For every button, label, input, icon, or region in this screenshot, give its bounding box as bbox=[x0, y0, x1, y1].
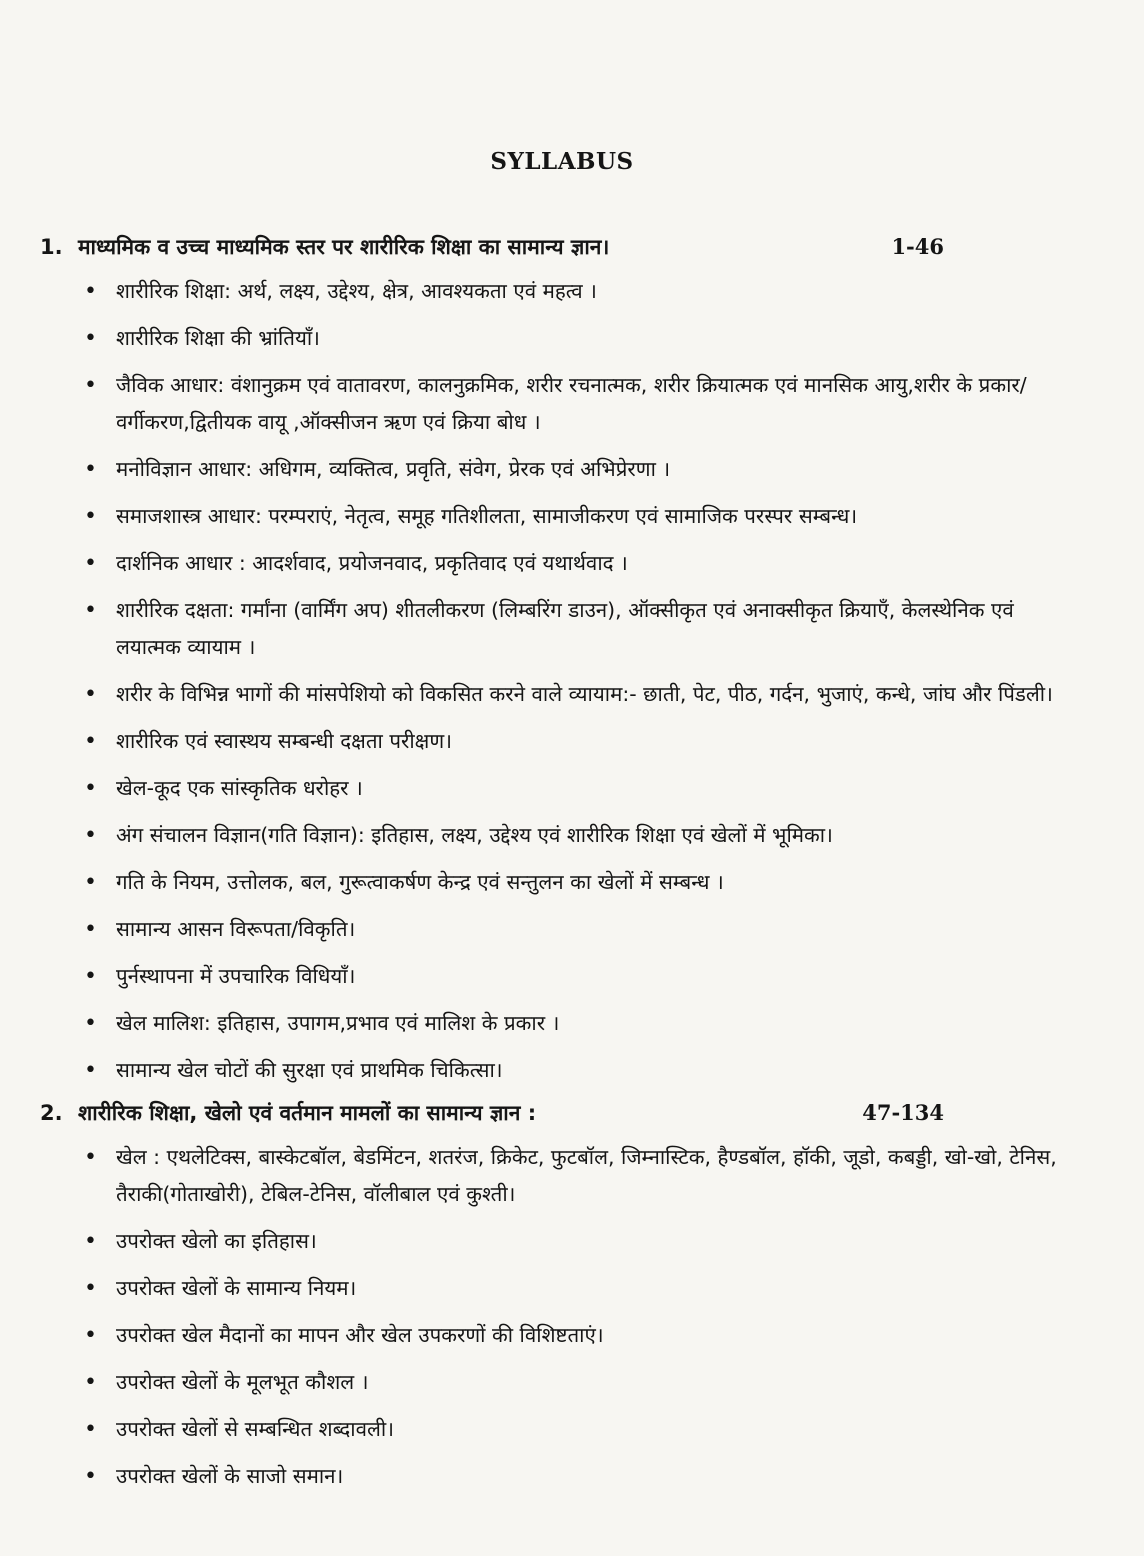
list-item: • उपरोक्त खेलो का इतिहास। bbox=[40, 1223, 1064, 1260]
bullet-icon: • bbox=[84, 1276, 97, 1301]
bullet-icon: • bbox=[84, 457, 97, 482]
list-item: • खेल मालिश: इतिहास, उपागम,प्रभाव एवं मालिश के प्रकार । bbox=[40, 1005, 1064, 1042]
section-title: शारीरिक शिक्षा, खेलो एवं वर्तमान मामलों का सामान्य ज्ञान : bbox=[78, 1101, 537, 1125]
list-item: • गति के नियम, उत्तोलक, बल, गुरूत्वाकर्षण केन्द्र एवं सन्तुलन का खेलों में सम्बन्ध । bbox=[40, 864, 1064, 901]
bullet-icon: • bbox=[84, 326, 97, 351]
list-item: • उपरोक्त खेलों के साजो समान। bbox=[40, 1458, 1064, 1495]
bullet-icon: • bbox=[84, 1323, 97, 1348]
list-item: • शारीरिक शिक्षा: अर्थ, लक्ष्य, उद्देश्य, क्षेत्र, आवश्यकता एवं महत्व । bbox=[40, 273, 1064, 310]
bullet-icon: • bbox=[84, 1464, 97, 1489]
section-number: 2. bbox=[40, 1101, 63, 1125]
section-page-range: 47-134 bbox=[862, 1100, 944, 1125]
list-item: • शरीर के विभिन्न भागों की मांसपेशियो को विकसित करने वाले व्यायाम:- छाती, पेट, पीठ, गर्दन, भुजाएं, कन्धे, जांघ और पिंडली। bbox=[40, 676, 1064, 713]
bullet-icon: • bbox=[84, 1058, 97, 1083]
section-page-range: 1-46 bbox=[891, 234, 944, 259]
section-title: माध्यमिक व उच्च माध्यमिक स्तर पर शारीरिक शिक्षा का सामान्य ज्ञान। bbox=[78, 235, 610, 259]
section-heading bbox=[40, 1097, 1064, 1129]
bullet-icon: • bbox=[84, 551, 97, 576]
bullet-icon: • bbox=[84, 1145, 97, 1170]
section-item-list bbox=[40, 1139, 1064, 1495]
list-item: • खेल : एथलेटिक्स, बास्केटबॉल, बेडमिंटन, शतरंज, क्रिकेट, फुटबॉल, जिम्नास्टिक, हैण्डबॉल, हॉकी, जूडो, कबड्डी, खो-खो, टेनिस, तैराकी(गोताखोरी), टेबिल-टेनिस, वॉलीबाल एवं कुश्ती। bbox=[40, 1139, 1064, 1213]
section-item-list bbox=[40, 273, 1064, 1089]
list-item: • उपरोक्त खेलों के सामान्य नियम। bbox=[40, 1270, 1064, 1307]
list-item: • सामान्य खेल चोटों की सुरक्षा एवं प्राथमिक चिकित्सा। bbox=[40, 1052, 1064, 1089]
list-item: • उपरोक्त खेल मैदानों का मापन और खेल उपकरणों की विशिष्टताएं। bbox=[40, 1317, 1064, 1354]
list-item: • समाजशास्त्र आधार: परम्पराएं, नेतृत्व, समूह गतिशीलता, सामाजीकरण एवं सामाजिक परस्पर सम्बन्ध। bbox=[40, 498, 1064, 535]
bullet-icon: • bbox=[84, 964, 97, 989]
bullet-icon: • bbox=[84, 1417, 97, 1442]
bullet-icon: • bbox=[84, 504, 97, 529]
list-item: • दार्शनिक आधार : आदर्शवाद, प्रयोजनवाद, प्रकृतिवाद एवं यथार्थवाद । bbox=[40, 545, 1064, 582]
bullet-icon: • bbox=[84, 279, 97, 304]
list-item: • शारीरिक दक्षता: गर्मांना (वार्मिंग अप) शीतलीकरण (लिम्बरिंग डाउन), ऑक्सीकृत एवं अनाक्सीकृत क्रियाएँ, केलस्थेनिक एवं लयात्मक व्यायाम । bbox=[40, 592, 1064, 666]
bullet-icon: • bbox=[84, 870, 97, 895]
section-heading bbox=[40, 231, 1064, 263]
list-item: • पुर्नस्थापना में उपचारिक विधियाँ। bbox=[40, 958, 1064, 995]
bullet-icon: • bbox=[84, 1370, 97, 1395]
page-title: SYLLABUS bbox=[490, 148, 634, 175]
list-item: • खेल-कूद एक सांस्कृतिक धरोहर । bbox=[40, 770, 1064, 807]
bullet-icon: • bbox=[84, 729, 97, 754]
list-item: • सामान्य आसन विरूपता/विकृति। bbox=[40, 911, 1064, 948]
bullet-icon: • bbox=[84, 682, 97, 707]
bullet-icon: • bbox=[84, 598, 97, 623]
list-item: • मनोविज्ञान आधार: अधिगम, व्यक्तित्व, प्रवृति, संवेग, प्रेरक एवं अभिप्रेरणा । bbox=[40, 451, 1064, 488]
list-item: • शारीरिक शिक्षा की भ्रांतियाँ। bbox=[40, 320, 1064, 357]
bullet-icon: • bbox=[84, 823, 97, 848]
bullet-icon: • bbox=[84, 1011, 97, 1036]
list-item: • शारीरिक एवं स्वास्थय सम्बन्धी दक्षता परीक्षण। bbox=[40, 723, 1064, 760]
bullet-icon: • bbox=[84, 373, 97, 398]
list-item: • उपरोक्त खेलों के मूलभूत कौशल । bbox=[40, 1364, 1064, 1401]
list-item: • अंग संचालन विज्ञान(गति विज्ञान): इतिहास, लक्ष्य, उद्देश्य एवं शारीरिक शिक्षा एवं खेलों में भूमिका। bbox=[40, 817, 1064, 854]
bullet-icon: • bbox=[84, 776, 97, 801]
section-number: 1. bbox=[40, 235, 63, 259]
bullet-icon: • bbox=[84, 917, 97, 942]
list-item: • जैविक आधार: वंशानुक्रम एवं वातावरण, कालनुक्रमिक, शरीर रचनात्मक, शरीर क्रियात्मक एवं मानसिक आयु,शरीर के प्रकार/वर्गीकरण,द्वितीयक वायू ,ऑक्सीजन ऋण एवं क्रिया बोध । bbox=[40, 367, 1064, 441]
bullet-icon: • bbox=[84, 1229, 97, 1254]
list-item: • उपरोक्त खेलों से सम्बन्धित शब्दावली। bbox=[40, 1411, 1064, 1448]
